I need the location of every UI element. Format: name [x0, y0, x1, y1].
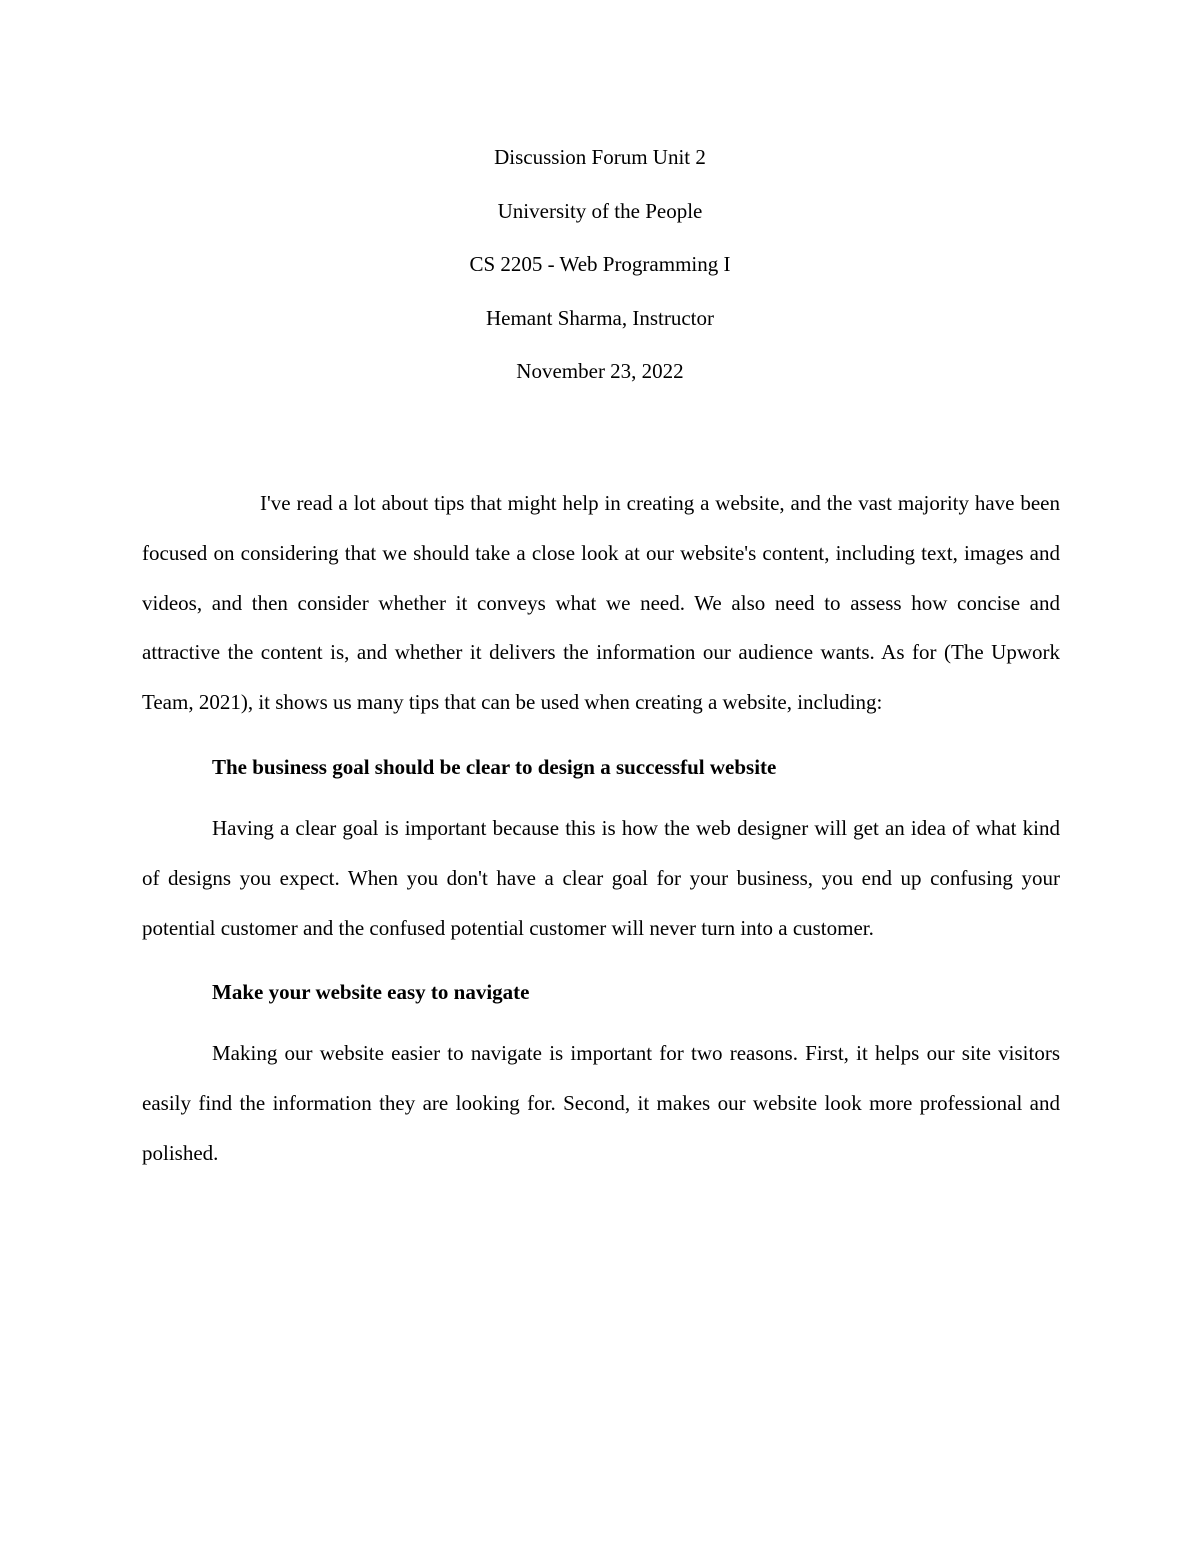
section-heading-navigation: Make your website easy to navigate — [212, 980, 530, 1005]
institution-name: University of the People — [497, 198, 703, 223]
intro-paragraph: I've read a lot about tips that might help in creating a website, and the vast majority have been focused on considering that we should take a close look at our website's content, including text, images and videos, and then consider whether it conveys what we need. We also need to assess how concise and attractive the content is, and whether it delivers the information our audience wants. As for (The Upwork Team, 2021), it shows us many tips that can be used when creating a website, including: — [142, 491, 1060, 715]
section-paragraph-navigation: Making our website easier to navigate is important for two reasons. First, it helps our site visitors easily find the information they are looking for. Second, it makes our website look more professional and polished. — [142, 1041, 1060, 1165]
spacer — [142, 1020, 1060, 1029]
document-title: Discussion Forum Unit 2 — [494, 145, 706, 169]
section-paragraph-business-goal: Having a clear goal is important because this is how the web designer will get an idea of what kind of designs you expect. When you don't have a clear goal for your business, you end up confusing your potential customer and the confused potential customer will never turn into a customer. — [142, 815, 1060, 940]
spacer — [142, 728, 1060, 737]
spacer — [142, 953, 1060, 962]
document-date: November 23, 2022 — [516, 359, 684, 383]
title-block — [0, 140, 1200, 408]
document-body — [142, 479, 1060, 1179]
spacer — [142, 795, 1060, 804]
section-heading-business-goal: The business goal should be clear to design a successful website — [212, 754, 777, 779]
instructor-name: Hemant Sharma, Instructor — [485, 305, 715, 330]
course-name: CS 2205 - Web Programming I — [469, 252, 731, 276]
